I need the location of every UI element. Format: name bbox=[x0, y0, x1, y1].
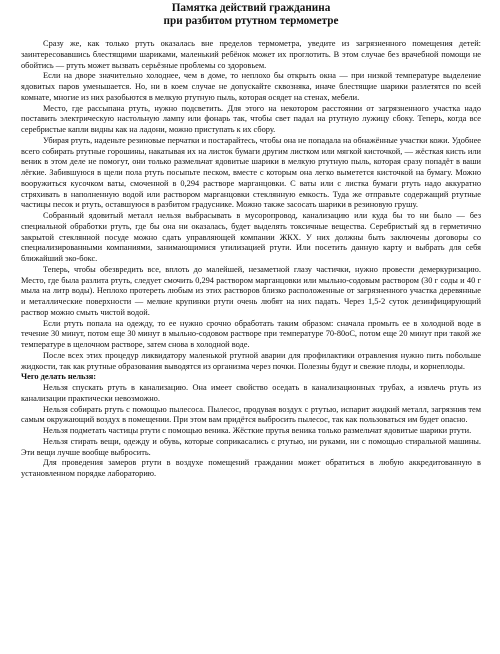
paragraph-no-sewer: Нельзя спускать ртуть в канализацию. Она имеет свойство оседать в канализационных трубах, а извлечь ртуть из канализации практически невозможно. bbox=[21, 383, 481, 403]
paragraph-prevention: После всех этих процедур ликвидатору маленькой ртутной аварии для профилактики отравления нужно пить побольше жидкости, так как ртутные образования выводятся из организма через почки. Полезны будут и свежие плоды, и корнеплоды. bbox=[21, 350, 481, 371]
paragraph-no-vacuum: Нельзя собирать ртуть с помощью пылесоса. Пылесос, продувая воздух с ртутью, испарит жидкий металл, загрязнив тем самым окружающий воздух в помещении. При этом вам придётся выбросить пылесос, так как пользоваться им будет опасно. bbox=[21, 404, 481, 425]
paragraph-no-washing: Нельзя стирать вещи, одежду и обувь, которые соприкасались с ртутью, ни руками, ни с помощью стиральной машины. Эти вещи лучше вообще выбросить. bbox=[21, 436, 481, 457]
paragraph-collecting-mercury: Убирая ртуть, наденьте резиновые перчатки и постарайтесь, чтобы она не попадала на обнажённые участки кожи. Удобнее всего собирать ртутные горошины, накатывая их на листок бумаги другим листком или мягкой кисточкой, — жёсткая кисть или веник в этом деле не помогут, они только размельчат ядовитые шарики в мелкую ртутную пыль, которая сразу попадёт в ваши лёгкие. Забившуюся в щели пола ртуть посыпьте песком, вместе с которым она легко выметется кисточкой на бумагу. Можно вооружиться кусочком ваты, смоченной в 0,294 растворе марганцовки. С ваты или с листка бумаги ртуть надо аккуратно стряхивать в наполненную водой или раствором марганцовки стеклянную емкость. Туда же отправьте содержащий ртутные частицы песок и ртуть, оставшуюся в разбитом градуснике. Можно также засосать шарики в резиновую грушу. bbox=[21, 135, 481, 210]
paragraph-remove-children: Сразу же, как только ртуть оказалась вне пределов термометра, уведите из загрязненного помещения детей: заинтересовавшись блестящими шариками, маленький ребёнок может их проглотить. В этом случае без врачебной помощи не обойтись — ртуть может вызвать серьёзные проблемы со здоровьем. bbox=[21, 39, 481, 70]
paragraph-lighting: Место, где рассыпана ртуть, нужно подсветить. Для этого на некотором расстоянии от загрязненного участка надо поставить электрическую настольную лампу или фонарь так, чтобы свет падал на ртутную лужицу сбоку. Теперь, когда все серебристые капли видны как на ладони, можно приступать к их сбору. bbox=[21, 103, 481, 134]
paragraph-clothing: Если ртуть попала на одежду, то ее нужно срочно обработать таким образом: сначала промыть ее в холодной воде в течение 30 минут, потом еще 30 минут в мыльно-содовом растворе при температуре 70-80оС, потом еще 20 минут при такой же температуре в щелочном растворе, затем снова в холодной воде. bbox=[21, 318, 481, 349]
title-spacer bbox=[21, 28, 481, 39]
section-heading-forbidden: Чего делать нельзя: bbox=[21, 372, 97, 382]
memo-title-line-2: при разбитом ртутном термометре bbox=[163, 15, 339, 27]
paragraph-no-broom: Нельзя подметать частицы ртути с помощью веника. Жёсткие прутья веника только размельчат ядовитые шарики ртути. bbox=[43, 426, 472, 435]
paragraph-disposal: Собранный ядовитый металл нельзя выбрасывать в мусоропровод, канализацию или куда бы то ни было — без специальной обработки ртуть, где бы она ни оказалась, будет выделять токсичные вещества. Серебристый яд в герметично закрытой стеклянной посуде можно сдать управляющей компании ЖКХ. У них должны быть заключены договоры со специализированными компаниями, занимающимися утилизацией ртути. Или посетить данную карту и выбрать для себя ближайший эко-бокс. bbox=[21, 211, 481, 263]
memo-page bbox=[21, 2, 481, 480]
paragraph-laboratory: Для проведения замеров ртути в воздухе помещений гражданин может обратиться в любую аккредитованную в установленном порядке лабораторию. bbox=[21, 458, 481, 478]
paragraph-demercurization: Теперь, чтобы обезвредить все, вплоть до малейшей, незаметной глазу частички, нужно провести демеркуризацию. Место, где была разлита ртуть, следует смочить 0,294 раствором марганцовки или мыльно-содовым раствором (30 г соды и 40 г мыла на литр воды). Неплохо протереть любым из этих растворов близко расположенные от загрязненного участка деревянные и металлические поверхности — мелкие крупинки ртути очень любят на них падать. Через 1,5-2 суток дезинфицирующий раствор можно смыть чистой водой. bbox=[21, 264, 481, 317]
memo-title-line-1: Памятка действий гражданина bbox=[171, 2, 331, 14]
paragraph-ventilation: Если на дворе значительно холоднее, чем в доме, то неплохо бы открыть окна — при низкой температуре выделение ядовитых паров уменьшается. Но, ни в коем случае не допускайте сквозняка, иначе блестящие шарики разлетятся по всей комнате, многие из них разобьются в мелкую ртутную пыль, которая осядет на стенах, мебели. bbox=[21, 71, 481, 102]
memo-title bbox=[21, 2, 481, 28]
